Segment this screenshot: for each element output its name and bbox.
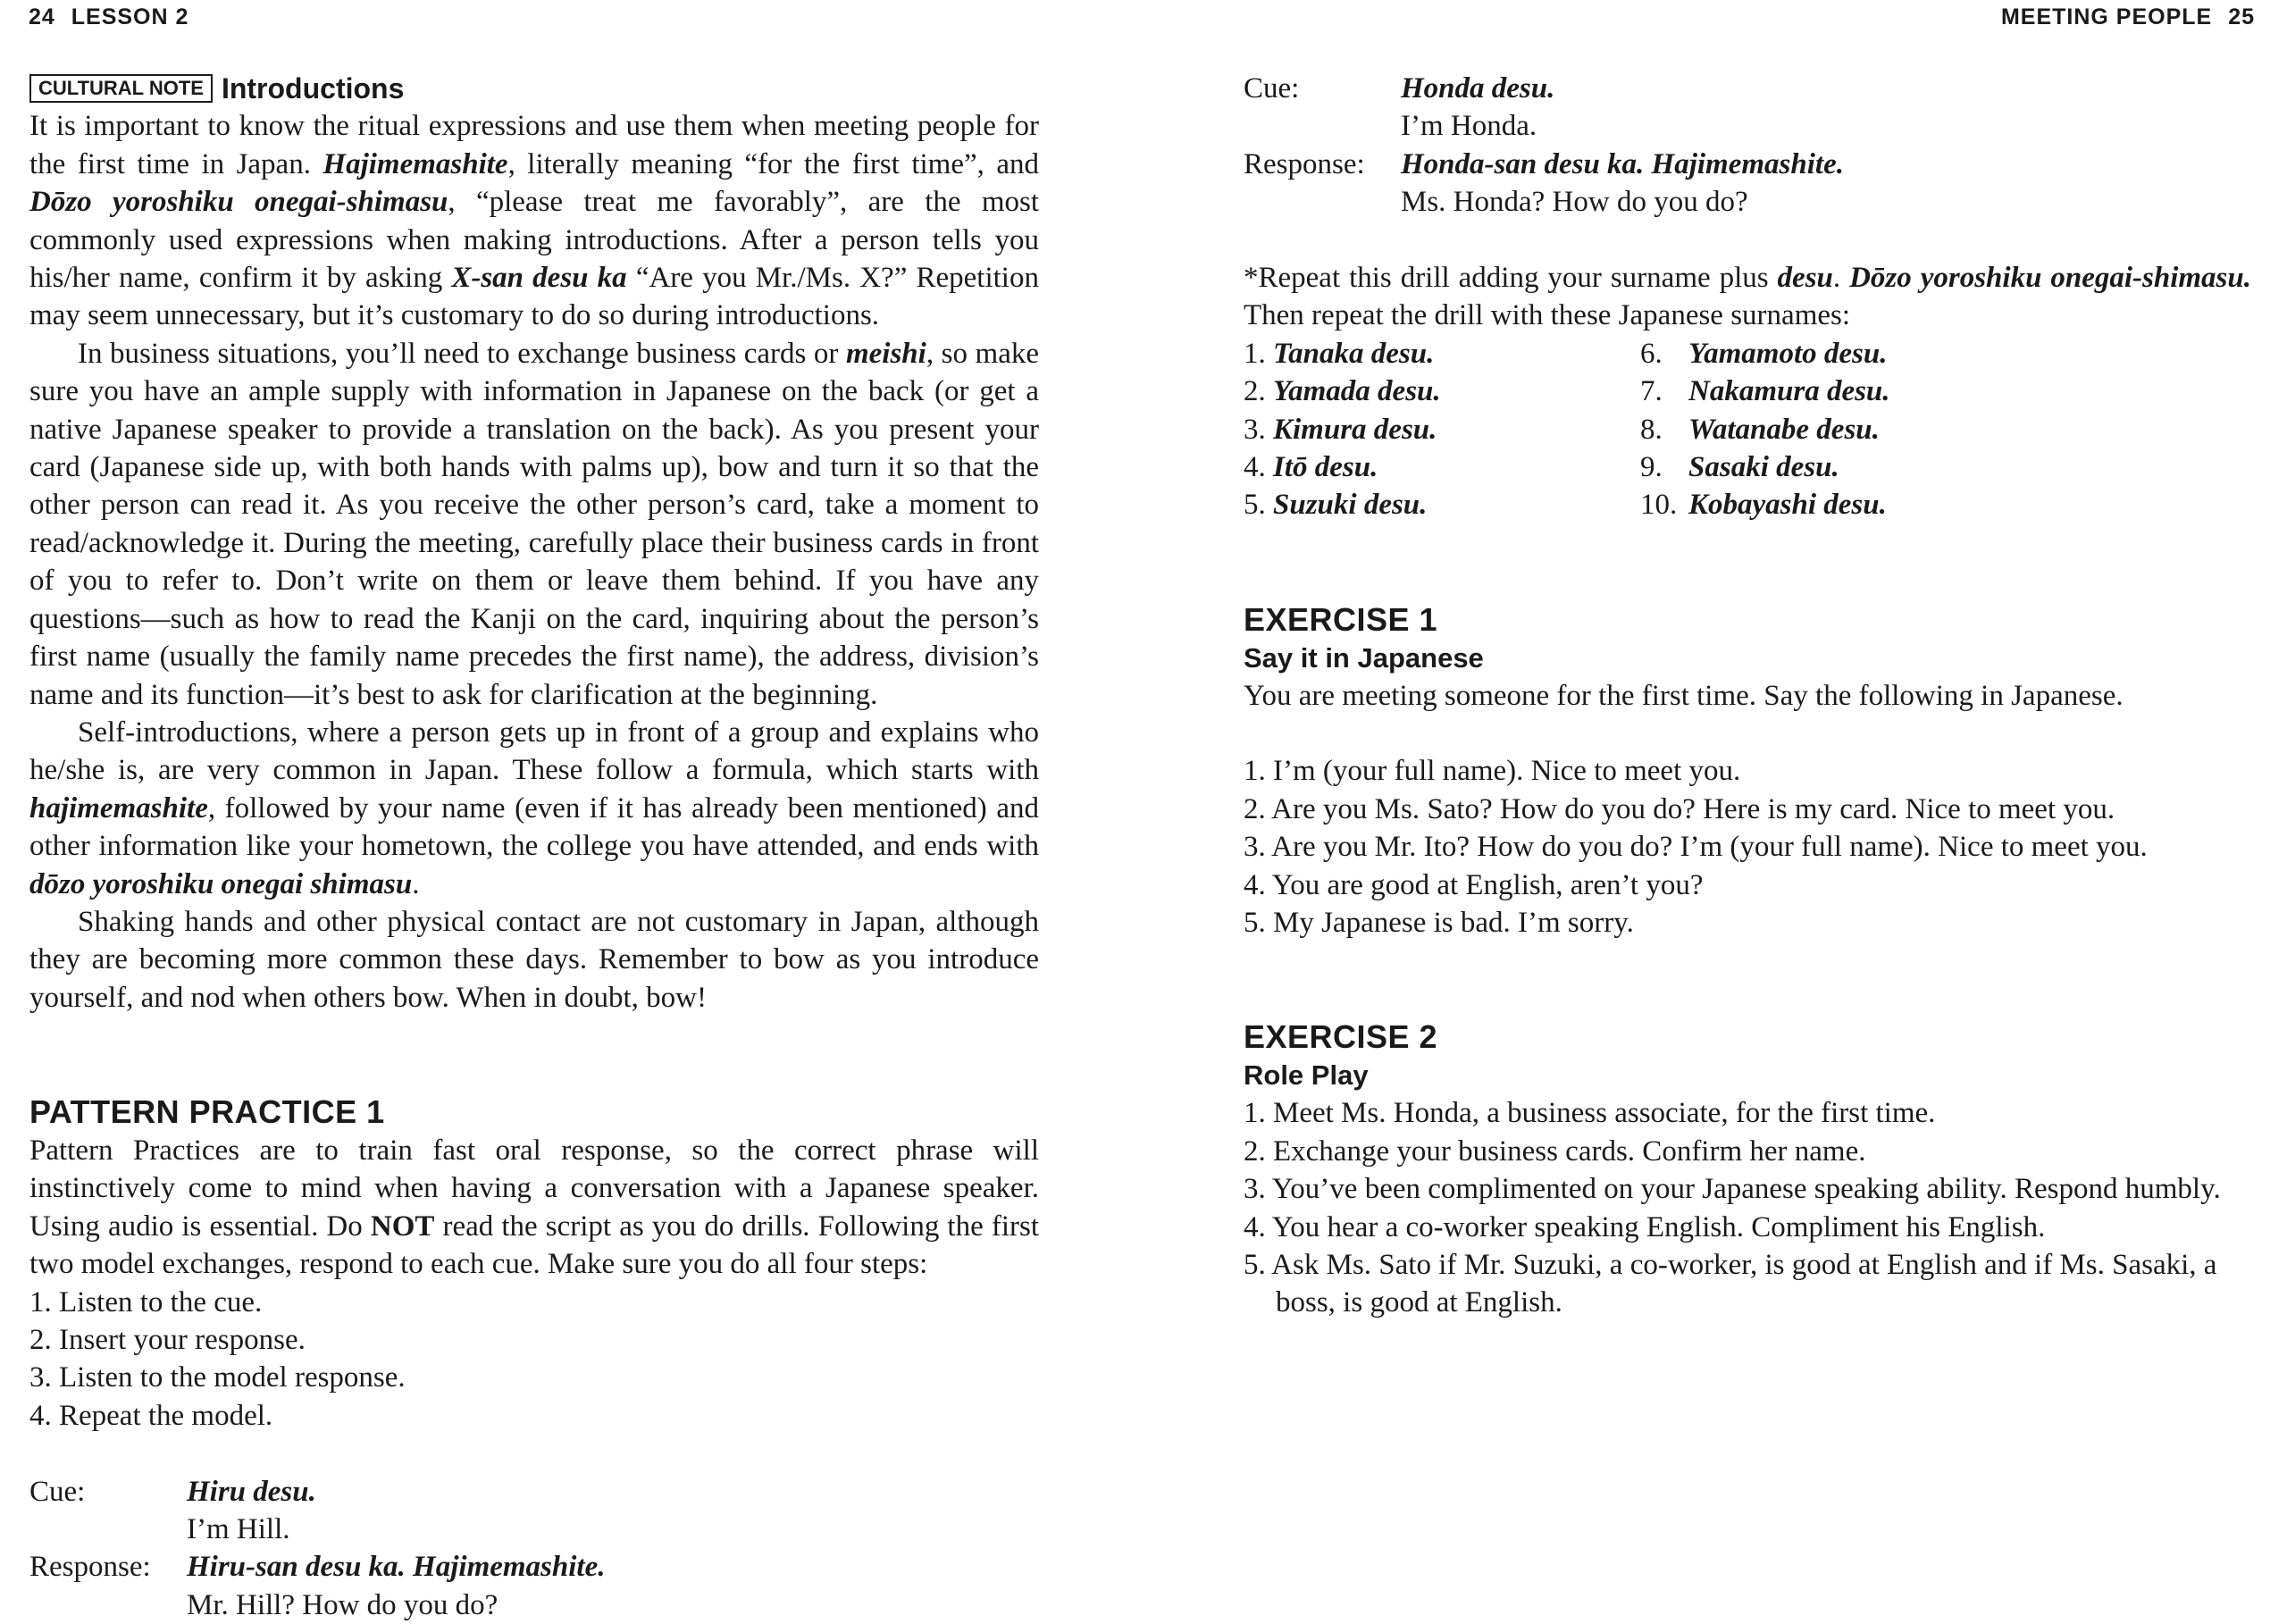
text-run: Pattern Practices are to train fast oral response, so the correct phrase will instinctively come to mind when having a conversation with a Japanese speaker. Using audio is essential. Do [29,1134,1039,1243]
text-run: Shaking hands and other physical contact are not customary in Japan, although they are becoming more common these days. Remember to bow as you introduce yourself, and nod when others bow. When in doubt, bow! [29,905,1039,1014]
emphasized-term: Hajimemashite [323,147,508,180]
emphasized-term: Dōzo yoroshiku onegai-shimasu [29,186,448,219]
emphasized-term: hajimemashite [29,791,208,825]
page-number: 24 [29,4,55,29]
cultural-note-heading [29,70,1039,107]
surname: Yamamoto desu. [1688,337,1888,370]
response-row [29,1548,1039,1586]
text-run: , literally meaning “for the first time”, and [507,147,1039,180]
left-column [29,70,1039,1624]
surname: Kobayashi desu. [1688,489,1887,522]
surname-item [1244,448,1640,486]
repeat-drill-note [1244,259,2251,335]
surname: Tanaka desu. [1273,337,1435,370]
list-item: 3. Are you Mr. Ito? How do you do? I’m (your full name). Nice to meet you. [1244,831,2148,864]
text-run: “Are you Mr./Ms. X?” Repetition may seem unnecessary, but it’s customary to do so during introductions. [29,262,1039,332]
text-run: It is important to know the ritual expressions and use them when meeting people for the first time in Japan. [29,110,1039,180]
cue-japanese: Hiru desu. [187,1475,316,1508]
surname-item [1640,335,1890,373]
surname: Sasaki desu. [1688,451,1839,484]
surname: Watanabe desu. [1688,413,1880,446]
page-number: 25 [2228,4,2255,29]
list-item: 2. Exchange your business cards. Confirm her name. [1244,1134,1866,1168]
list-item: 2. Insert your response. [29,1323,306,1356]
running-head: MEETING PEOPLE [2000,4,2213,29]
paragraph [29,903,1039,1017]
surname: Nakamura desu. [1688,375,1890,408]
bold-term: NOT [370,1210,435,1243]
text-run: Self-introductions, where a person gets up in front of a group and explains who he/she is, are very common in Japan. These follow a formula, which starts with [29,716,1039,787]
surname: Yamada desu. [1273,375,1441,408]
list-item: 5. Ask Ms. Sato if Mr. Suzuki, a co-worker, is good at English and if Ms. Sasaki, a boss, is good at English. [1244,1248,2217,1319]
cue-japanese: Honda desu. [1401,72,1555,105]
surname-item [1640,486,1890,523]
item-number: 1. [1244,337,1273,370]
response-japanese: Honda-san desu ka. Hajimemashite. [1401,147,1844,180]
running-head: LESSON 2 [71,4,189,29]
surname-column-2 [1640,335,1890,524]
list-item: 4. You hear a co-worker speaking English. Compliment his English. [1244,1210,2046,1243]
text-run: In business situations, you’ll need to exchange business cards or [78,337,846,370]
surname: Suzuki desu. [1273,489,1428,522]
exercise-1-instruction: You are meeting someone for the first time. Say the following in Japanese. [1244,679,2124,712]
surname-column-1 [1244,335,1640,524]
cue-english: I’m Hill. [187,1513,290,1545]
text-run: read the script as you do drills. Following the first two model exchanges, respond to each cue. Make sure you do all four steps: [29,1210,1040,1281]
item-number: 7. [1640,375,1663,408]
right-page [1144,0,2287,1610]
list-item: 1. I’m (your full name). Nice to meet you. [1244,755,1741,788]
emphasized-term: desu [1777,262,1833,295]
item-number: 9. [1640,451,1663,484]
list-item: 3. You’ve been complimented on your Japanese speaking ability. Respond humbly. [1244,1173,2221,1206]
surname-item [1244,411,1640,448]
response-japanese: Hiru-san desu ka. Hajimemashite. [187,1551,606,1584]
exercise-1-heading: EXERCISE 1 [1244,600,1438,638]
emphasized-term: X-san desu ka [451,262,627,295]
text-run: , followed by your name (even if it has already been mentioned) and other information like your hometown, the college you have attended, and ends with [29,791,1039,863]
paragraph [29,335,1039,714]
surname-item [1640,373,1890,410]
emphasized-term: dōzo yoroshiku onegai shimasu [29,867,413,900]
emphasized-term: meishi [845,337,926,370]
item-number: 4. [1244,451,1273,484]
surname-item [1244,373,1640,410]
cultural-note-tag: CULTURAL NOTE [29,74,213,103]
cue-translation-row [29,1511,1039,1548]
cue-label: Cue: [1244,72,1300,105]
item-number: 8. [1640,413,1663,446]
list-item: 4. You are good at English, aren’t you? [1244,868,1704,901]
item-number: 5. [1244,489,1273,522]
response-label: Response: [1244,147,1365,180]
right-running-header [1992,4,2255,30]
text-run: . [1832,262,1850,295]
response-translation-row [29,1586,1039,1624]
exercise-1-subheading: Say it in Japanese [1244,641,1484,674]
paragraph [29,107,1039,334]
text-run: , so make sure you have an ample supply with information in Japanese on the back (or get a native Japanese speaker to provide a translation on the back). As you present your card (Japanese side up, with both hands with palms up), bow and turn it so that the other person can read it. As you receive the other person’s card, take a moment to read/acknowledge it. During the meeting, carefully place their business cards in front of you to refer to. Don’t write on them or leave them behind. If you have any questions—such as how to read the Kanji on the card, inquiring about the person’s first name (usually the family name precedes the first name), the address, division’s name and its function—it’s best to ask for clarification at the beginning. [29,337,1039,711]
cue-english: I’m Honda. [1401,110,1537,143]
surname: Kimura desu. [1273,413,1437,446]
item-number: 2. [1244,375,1273,408]
pattern-practice-intro [29,1132,1039,1284]
cue-translation-row [1244,107,2251,145]
list-item: 2. Are you Ms. Sato? How do you do? Here is my card. Nice to meet you. [1244,792,2115,825]
surname-list [1244,335,2251,524]
exercise-2-heading: EXERCISE 2 [1244,1018,1438,1056]
text-run: *Repeat this drill adding your surname plus [1244,262,1778,295]
item-number: 3. [1244,413,1273,446]
text-run: . [412,867,420,900]
item-number: 6. [1640,337,1663,370]
paragraph [29,714,1039,903]
text-run: Then repeat the drill with these Japanese surnames: [1244,299,1851,332]
list-item: 1. Meet Ms. Honda, a business associate, for the first time. [1244,1097,1936,1130]
list-item: 4. Repeat the model. [29,1399,273,1432]
response-row [1244,146,2251,183]
response-english: Ms. Honda? How do you do? [1401,186,1748,219]
emphasized-term: Dōzo yoroshiku onegai-shimasu. [1849,262,2252,295]
list-item: 3. Listen to the model response. [29,1361,406,1394]
left-running-header [29,4,197,30]
surname-item [1244,486,1640,523]
surname-item [1640,448,1890,486]
response-english: Mr. Hill? How do you do? [187,1588,498,1621]
surname-item [1640,411,1890,448]
pattern-practice-heading: PATTERN PRACTICE 1 [29,1092,385,1130]
surname: Itō desu. [1273,451,1378,484]
exercise-2-subheading: Role Play [1244,1059,1369,1092]
surname-item [1244,335,1640,373]
cue-label: Cue: [29,1475,86,1508]
cultural-note-title: Introductions [221,72,405,105]
cue-row [29,1473,1039,1511]
cue-row [1244,70,2251,107]
left-page [0,0,1144,1621]
right-column [1244,70,2251,1322]
response-label: Response: [29,1551,151,1584]
list-item: 1. Listen to the cue. [29,1285,263,1318]
response-translation-row [1244,183,2251,221]
list-item: 5. My Japanese is bad. I’m sorry. [1244,907,1634,940]
item-number: 10. [1640,489,1678,522]
text-run: , “please treat me favorably”, are the most commonly used expressions when making introductions. After a person tells you his/her name, confirm it by asking [29,186,1040,295]
